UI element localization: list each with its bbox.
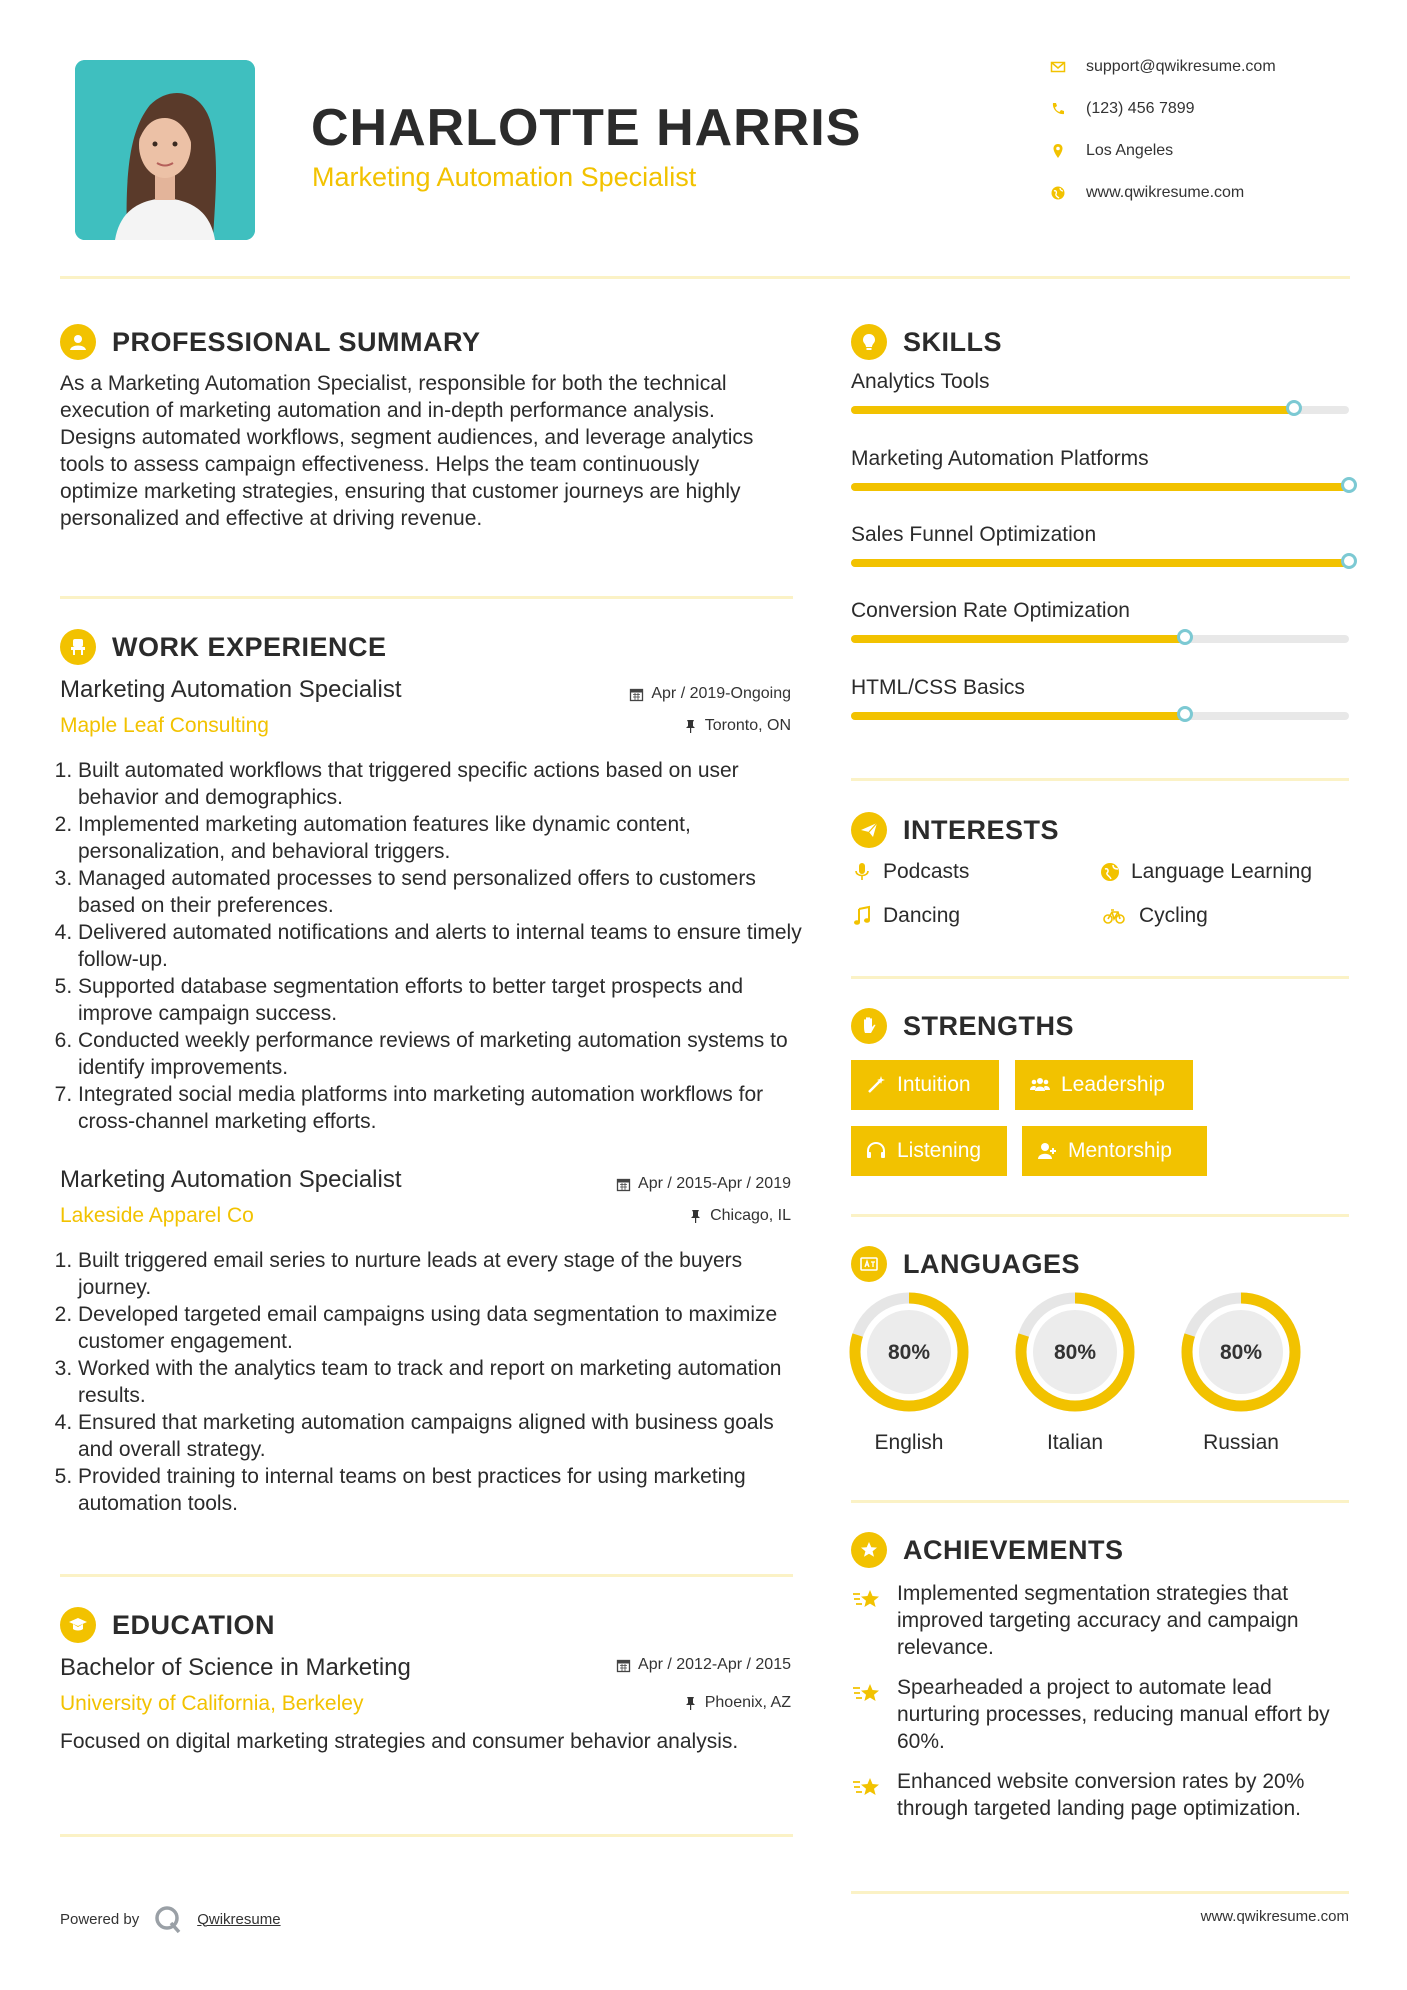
calendar-icon <box>616 1177 631 1192</box>
summary-text: As a Marketing Automation Specialist, responsible for both the technical execution of marketing automation and in-depth performance analysis. Designs automated workflows, segment audiences, and leverage analytics tools to assess campaign effectiveness. Helps the team continuously optimize marketing strategies, ensuring that customer journeys are highly personalized and effective at driving revenue. <box>60 372 754 530</box>
strength-badge <box>1015 1060 1193 1110</box>
summary-heading-text: PROFESSIONAL SUMMARY <box>112 326 481 357</box>
footer-brand-link[interactable]: Qwikresume <box>197 1910 281 1928</box>
skills-divider <box>851 778 1349 781</box>
language-item <box>847 1290 971 1455</box>
language-percent: 80% <box>1053 1341 1097 1364</box>
paper-plane-icon <box>851 812 887 848</box>
skill-bar-knob <box>1341 553 1357 569</box>
skill-bar <box>851 712 1349 720</box>
users-icon <box>1029 1074 1051 1096</box>
star-badge-icon <box>851 1532 887 1568</box>
skill-bar-knob <box>1286 400 1302 416</box>
education-divider <box>60 1834 793 1837</box>
globe-icon <box>1099 861 1121 883</box>
achievement-item <box>851 1580 1351 1661</box>
achievements-heading-text: ACHIEVEMENTS <box>903 1534 1124 1565</box>
list-item: 6. Conducted weekly performance reviews of marketing automation systems to identify improvements. <box>78 1027 814 1081</box>
skill-bar-fill <box>851 559 1349 567</box>
shooting-star-icon <box>851 1772 883 1804</box>
skills-heading-text: SKILLS <box>903 326 1003 357</box>
skills-heading <box>851 324 1002 360</box>
skill-item <box>851 447 1349 471</box>
profile-photo <box>75 60 255 240</box>
language-ring <box>847 1290 971 1414</box>
strength-badge <box>851 1126 1007 1176</box>
achievements-divider <box>851 1891 1349 1894</box>
education-dates <box>500 1656 791 1674</box>
user-icon <box>60 324 96 360</box>
job-2-company: Lakeside Apparel Co <box>60 1204 254 1227</box>
education-degree: Bachelor of Science in Marketing <box>60 1654 411 1681</box>
job-2-location <box>500 1207 791 1225</box>
strength-label: Intuition <box>897 1073 971 1096</box>
person-portrait <box>75 60 255 240</box>
skill-name: Marketing Automation Platforms <box>851 447 1149 470</box>
job-2-dates-text: Apr / 2015-Apr / 2019 <box>638 1175 791 1192</box>
list-item: 2. Developed targeted email campaigns using data segmentation to maximize customer engagement. <box>78 1301 814 1355</box>
header-divider <box>60 276 1350 279</box>
language-item <box>1013 1290 1137 1455</box>
language-name: Italian <box>1046 1431 1104 1454</box>
pushpin-icon <box>683 719 698 734</box>
skill-name: Sales Funnel Optimization <box>851 523 1097 546</box>
strength-label: Listening <box>897 1139 982 1162</box>
skill-bar <box>851 406 1349 414</box>
contact-email-text: support@qwikresume.com <box>1086 58 1276 75</box>
contact-phone[interactable] <box>1050 100 1195 118</box>
language-ring <box>1179 1290 1303 1414</box>
skill-item <box>851 370 1349 394</box>
job-1-title: Marketing Automation Specialist <box>60 676 402 703</box>
strength-label: Leadership <box>1061 1073 1165 1096</box>
interests-divider <box>851 976 1349 979</box>
job-1-company: Maple Leaf Consulting <box>60 714 269 737</box>
skill-bar-knob <box>1341 477 1357 493</box>
strength-badge <box>851 1060 999 1110</box>
job-2-title: Marketing Automation Specialist <box>60 1166 402 1193</box>
shooting-star-icon <box>851 1678 883 1710</box>
achievement-item <box>851 1768 1351 1822</box>
job-1-dates <box>500 685 791 703</box>
job-1-location <box>500 717 791 735</box>
lightbulb-icon <box>851 324 887 360</box>
contact-phone-text: (123) 456 7899 <box>1086 100 1195 117</box>
skill-bar-fill <box>851 406 1294 414</box>
interest-label: Cycling <box>1139 904 1208 927</box>
strengths-heading <box>851 1008 1074 1044</box>
achievement-text: Implemented segmentation strategies that improved targeting accuracy and campaign relevance. <box>897 1582 1299 1659</box>
contact-email[interactable] <box>1050 58 1276 76</box>
experience-divider <box>60 1574 793 1577</box>
job-2-dates <box>500 1175 791 1193</box>
list-item: 2. Implemented marketing automation features like dynamic content, personalization, and behavioral triggers. <box>78 811 814 865</box>
skill-name: Conversion Rate Optimization <box>851 599 1130 622</box>
strength-badge <box>1022 1126 1207 1176</box>
bicycle-icon <box>1099 905 1129 927</box>
job-1-duties <box>58 757 814 1135</box>
candidate-name: CHARLOTTE HARRIS <box>311 99 862 157</box>
globe-icon <box>1050 185 1066 201</box>
language-item <box>1179 1290 1303 1455</box>
languages-divider <box>851 1500 1349 1503</box>
skill-name: HTML/CSS Basics <box>851 676 1025 699</box>
experience-heading-text: WORK EXPERIENCE <box>112 631 387 662</box>
skill-bar-fill <box>851 635 1185 643</box>
list-item: 3. Worked with the analytics team to track and report on marketing automation results. <box>78 1355 814 1409</box>
phone-icon <box>1050 101 1066 117</box>
microphone-icon <box>851 861 873 883</box>
skill-bar-fill <box>851 712 1185 720</box>
language-name: English <box>874 1431 944 1454</box>
strength-label: Mentorship <box>1068 1139 1172 1162</box>
job-2-location-text: Chicago, IL <box>710 1207 791 1224</box>
envelope-icon <box>1050 59 1066 75</box>
strengths-heading-text: STRENGTHS <box>903 1010 1075 1041</box>
education-description: Focused on digital marketing strategies and consumer behavior analysis. <box>60 1730 739 1753</box>
list-item: 7. Integrated social media platforms into marketing automation workflows for cross-channel marketing efforts. <box>78 1081 814 1135</box>
contact-location <box>1050 142 1173 160</box>
contact-website-text: www.qwikresume.com <box>1086 184 1245 201</box>
footer-website[interactable]: www.qwikresume.com <box>1200 1908 1349 1925</box>
contact-location-text: Los Angeles <box>1086 142 1174 159</box>
skill-bar <box>851 635 1349 643</box>
skill-bar <box>851 483 1349 491</box>
language-percent: 80% <box>1219 1341 1263 1364</box>
language-icon <box>851 1246 887 1282</box>
job-2-duties <box>58 1247 814 1517</box>
interest-item <box>851 860 969 884</box>
graduate-icon <box>60 1607 96 1643</box>
languages-heading-text: LANGUAGES <box>903 1248 1081 1279</box>
summary-heading <box>60 324 481 360</box>
interest-label: Podcasts <box>883 860 970 883</box>
skill-bar <box>851 559 1349 567</box>
chair-icon <box>60 629 96 665</box>
skill-bar-knob <box>1177 629 1193 645</box>
job-1-location-text: Toronto, ON <box>704 717 791 734</box>
job-1-dates-text: Apr / 2019-Ongoing <box>651 685 791 702</box>
calendar-icon <box>629 687 644 702</box>
skill-item <box>851 599 1349 623</box>
music-note-icon <box>851 905 873 927</box>
pushpin-icon <box>688 1209 703 1224</box>
interest-label: Dancing <box>883 904 961 927</box>
interest-item <box>851 904 960 928</box>
list-item: 4. Ensured that marketing automation campaigns aligned with business goals and overall strategy. <box>78 1409 814 1463</box>
interest-item <box>1099 904 1208 928</box>
headphones-icon <box>865 1140 887 1162</box>
magic-wand-icon <box>865 1074 887 1096</box>
languages-heading <box>851 1246 1080 1282</box>
list-item: 4. Delivered automated notifications and alerts to internal teams to ensure timely follow-up. <box>78 919 814 973</box>
summary-divider <box>60 596 793 599</box>
contact-website[interactable] <box>1050 184 1244 202</box>
interest-item <box>1099 860 1312 884</box>
language-ring <box>1013 1290 1137 1414</box>
skill-name: Analytics Tools <box>851 370 990 393</box>
list-item: 1. Built automated workflows that triggered specific actions based on user behavior and demographics. <box>78 757 814 811</box>
achievement-text: Enhanced website conversion rates by 20% through targeted landing page optimization. <box>897 1770 1305 1820</box>
achievement-item <box>851 1674 1351 1755</box>
education-heading <box>60 1607 275 1643</box>
achievements-heading <box>851 1532 1124 1568</box>
education-school: University of California, Berkeley <box>60 1692 364 1715</box>
footer-powered-by-text: Powered by <box>60 1910 140 1928</box>
list-item: 5. Provided training to internal teams on best practices for using marketing automation tools. <box>78 1463 814 1517</box>
list-item: 3. Managed automated processes to send personalized offers to customers based on their preferences. <box>78 865 814 919</box>
skill-bar-fill <box>851 483 1349 491</box>
hand-icon <box>851 1008 887 1044</box>
education-heading-text: EDUCATION <box>112 1609 275 1640</box>
list-item: 5. Supported database segmentation efforts to better target prospects and improve campaign success. <box>78 973 814 1027</box>
calendar-icon <box>616 1658 631 1673</box>
skill-item <box>851 676 1349 700</box>
achievement-text: Spearheaded a project to automate lead nurturing processes, reducing manual effort by 60%. <box>897 1676 1330 1753</box>
footer-powered-by <box>60 1904 281 1934</box>
interest-label: Language Learning <box>1131 860 1313 883</box>
list-item: 1. Built triggered email series to nurture leads at every stage of the buyers journey. <box>78 1247 814 1301</box>
strengths-divider <box>851 1214 1349 1217</box>
user-plus-icon <box>1036 1140 1058 1162</box>
language-percent: 80% <box>887 1341 931 1364</box>
language-name: Russian <box>1203 1431 1279 1454</box>
skill-bar-knob <box>1177 706 1193 722</box>
interests-heading <box>851 812 1059 848</box>
interests-heading-text: INTERESTS <box>903 814 1060 845</box>
pushpin-icon <box>683 1696 698 1711</box>
shooting-star-icon <box>851 1584 883 1616</box>
skill-item <box>851 523 1349 547</box>
candidate-title: Marketing Automation Specialist <box>312 162 697 192</box>
education-location <box>500 1694 791 1712</box>
qwikresume-logo-icon <box>153 1904 183 1934</box>
education-location-text: Phoenix, AZ <box>704 1694 791 1711</box>
map-pin-icon <box>1050 143 1066 159</box>
education-dates-text: Apr / 2012-Apr / 2015 <box>638 1656 791 1673</box>
experience-heading <box>60 629 387 665</box>
